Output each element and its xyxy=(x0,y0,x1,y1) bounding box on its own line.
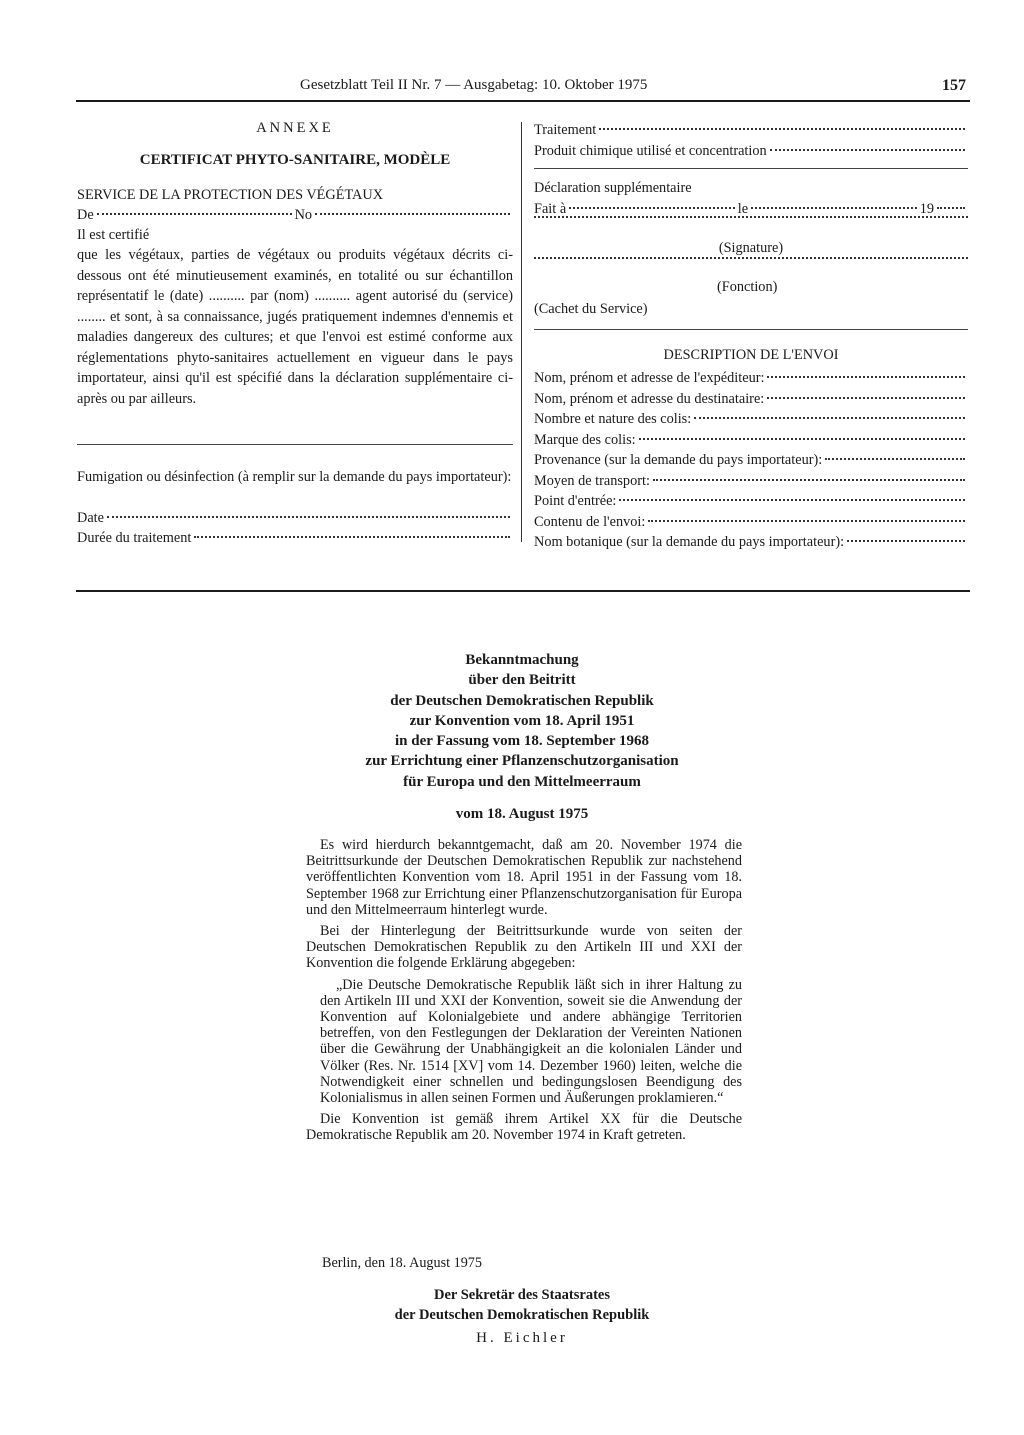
place-date: Berlin, den 18. August 1975 xyxy=(322,1255,482,1271)
produit-field-row xyxy=(534,141,968,162)
fait-label: Fait à xyxy=(534,201,567,217)
signatory-name: H. Eichler xyxy=(476,1330,568,1346)
signature-label: (Signature) xyxy=(718,240,784,256)
traitement-dotted-line xyxy=(599,128,965,130)
year-dotted-line xyxy=(937,207,965,209)
duree-dotted-line xyxy=(194,536,510,538)
declaration-quote: „Die Deutsche Demokratische Republik läßt sich in ihrer Haltung zu den Artikeln III und XXI der Konvention, soweit sie die Anwendung der Konvention auf Kolonialgebiete und andere abhängige Territorien betreffen, von den Festlegungen der Deklaration der Vereinten Nationen über die Gewährung der Unabhängigkeit an die kolonialen Länder und Völker (Res. Nr. 1514 [XV] vom 14. Dezember 1960) leiten, welche die Notwendigkeit einer schnellen und bedingungslosen Beendigung des Kolonialismus in allen seinen Formen und Äußerungen proklamieren.“ xyxy=(320,976,742,1107)
certified-text: que les végétaux, parties de végétaux ou produits végétaux décrits ci-dessous ont été minutieusement examinés, en totalité ou sur échantillon représentatif le (date) .......... par (nom) .......... agent autorisé du (service) ........ et sont, à sa connaissance, jugés pratiquement indemnes d'ennemis et maladies dangereux des cultures; et que l'envoi est estimé conforme aux réglementations phyto-sanitaires actuellement en vigueur dans le pays importateur, ainsi qu'il est spécifié dans la déclaration supplémentaire ci-après ou par ailleurs. xyxy=(77,247,513,407)
traitement-label: Traitement xyxy=(534,122,597,138)
announcement-title-line: zur Errichtung einer Pflanzenschutzorganisation xyxy=(365,753,679,770)
cachet-label: (Cachet du Service) xyxy=(534,301,648,317)
left-section-rule xyxy=(77,444,513,445)
signatory-line: Der Sekretär des Staatsrates xyxy=(434,1287,610,1303)
announcement-date: vom 18. August 1975 xyxy=(455,806,589,822)
year-label: 19 xyxy=(919,201,935,217)
signatory-line: der Deutschen Demokratischen Republik xyxy=(394,1306,650,1323)
description-field-row: Marque des colis: xyxy=(534,430,968,451)
duree-field-row xyxy=(77,528,513,549)
body-paragraph: Es wird hierdurch bekanntgemacht, daß am 20. November 1974 die Beitrittsurkunde der Deutschen Demokratischen Republik zur nachstehend veröffentlichten Konvention vom 18. April 1951 in der Fassung vom 18. September 1968 zur Errichtung einer Pflanzenschutzorganisation für Europa und den Mittelmeerraum hinterlegt wurde. xyxy=(306,837,742,918)
date-field-row xyxy=(77,508,513,529)
fonction-label: (Fonction) xyxy=(717,279,778,295)
produit-label: Produit chimique utilisé et concentration xyxy=(534,143,767,159)
announcement-title-line: zur Konvention vom 18. April 1951 xyxy=(409,712,635,729)
announcement-title-line: Bekanntmachung xyxy=(465,652,579,668)
certified-intro: Il est certifié xyxy=(77,227,150,243)
le-dotted-line xyxy=(751,207,917,209)
body-paragraph: Bei der Hinterlegung der Beitrittsurkunde wurde von seiten der Deutschen Demokratischen Republik zu den Artikeln III und XXI der Konvention die folgende Erklärung abgegeben: xyxy=(306,923,742,972)
right-section-rule-2 xyxy=(534,329,968,330)
duree-label: Durée du traitement xyxy=(77,530,192,546)
fait-dotted-line xyxy=(569,207,735,209)
announcement-title-line: über den Beitritt xyxy=(468,672,576,689)
de-dotted-line xyxy=(97,213,292,215)
fonction-dotted-line xyxy=(534,257,968,259)
header-rule xyxy=(76,100,970,102)
right-section-rule-1 xyxy=(534,168,968,169)
signatory-block xyxy=(300,1286,744,1325)
description-field-row: Contenu de l'envoi: xyxy=(534,512,968,533)
announcement-body xyxy=(306,837,742,1149)
description-title: DESCRIPTION DE L'ENVOI xyxy=(663,347,839,363)
description-field-row: Moyen de transport: xyxy=(534,471,968,492)
page-header-title: Gesetzblatt Teil II Nr. 7 — Ausgabetag: 10. Oktober 1975 xyxy=(300,77,648,93)
traitement-field-row xyxy=(534,120,968,141)
de-label: De xyxy=(77,207,94,223)
description-field-row: Provenance (sur la demande du pays importateur): xyxy=(534,450,968,471)
fumigation-text: Fumigation ou désinfection (à remplir sur la demande du pays importateur): xyxy=(77,469,512,485)
page-number: 157 xyxy=(942,77,966,94)
service-title: SERVICE DE LA PROTECTION DES VÉGÉTAUX xyxy=(77,187,384,203)
certificate-title: CERTIFICAT PHYTO-SANITAIRE, MODÈLE xyxy=(139,152,451,168)
description-field-row: Point d'entrée: xyxy=(534,491,968,512)
announcement-title-line: in der Fassung vom 18. September 1968 xyxy=(394,733,650,750)
announcement-title-line: für Europa und den Mittelmeerraum xyxy=(403,773,641,790)
description-field-row: Nom, prénom et adresse du destinataire: xyxy=(534,389,968,410)
announcement-title-line: der Deutschen Demokratischen Republik xyxy=(390,692,654,709)
column-divider xyxy=(521,122,522,542)
fonction-line xyxy=(534,261,968,263)
date-label: Date xyxy=(77,510,104,526)
description-field-row: Nombre et nature des colis: xyxy=(534,409,968,430)
date-dotted-line xyxy=(107,516,510,518)
section-rule xyxy=(76,590,970,592)
signature-dotted-line xyxy=(534,216,968,218)
produit-dotted-line xyxy=(770,149,965,151)
no-label: No xyxy=(294,207,313,223)
description-field-row: Nom, prénom et adresse de l'expéditeur: xyxy=(534,368,968,389)
le-label: le xyxy=(737,201,749,217)
signature-line xyxy=(534,220,968,222)
annex-title: ANNEXE xyxy=(256,120,334,136)
de-no-field-row xyxy=(77,205,513,226)
body-paragraph: Die Konvention ist gemäß ihrem Artikel XX für die Deutsche Demokratische Republik am 20. November 1974 in Kraft getreten. xyxy=(306,1111,742,1144)
no-dotted-line xyxy=(315,213,510,215)
announcement-title xyxy=(300,650,744,792)
description-fields xyxy=(534,368,968,553)
description-field-row: Nom botanique (sur la demande du pays importateur): xyxy=(534,532,968,553)
declaration-supplementaire-label: Déclaration supplémentaire xyxy=(534,180,692,196)
